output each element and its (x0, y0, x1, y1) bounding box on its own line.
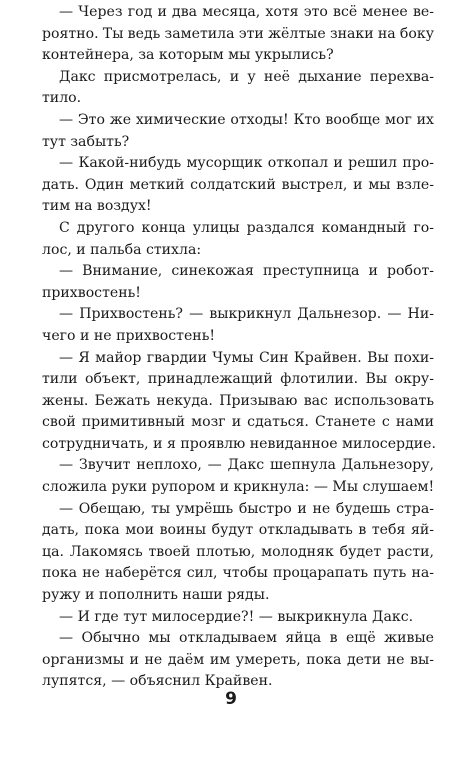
text-line: жены. Бежать некуда. Призываю вас использовать (42, 392, 434, 409)
text-line: ца. Лакомясь твоей плотью, молодняк будет расти, (42, 543, 434, 560)
text-line: прихвостень! (42, 284, 141, 301)
text-line: тим на воздух! (42, 198, 152, 215)
text-line: — Обещаю, ты умрёшь быстро и не будешь стра- (59, 500, 434, 517)
text-line: лос, и пальба стихла: (42, 241, 202, 258)
text-line: дать, пока мои воины будут откладывать в тебя яй- (42, 522, 434, 539)
text-line: контейнера, за которым мы укрылись? (42, 47, 334, 64)
text-line: сложила руки рупором и крикнула: — Мы слушаем! (42, 479, 435, 496)
text-line: лупятся, — объяснил Крайвен. (42, 673, 273, 690)
text-line: чего и не прихвостень! (42, 327, 216, 344)
body-text (42, 2, 434, 693)
text-line: тило. (42, 90, 82, 107)
text-line: сотрудничать, и я проявлю невиданное милосердие. (42, 435, 436, 452)
text-line: тили объект, принадлежащий флотилии. Вы окру- (42, 371, 434, 388)
text-line: — Я майор гвардии Чумы Син Крайвен. Вы похи- (59, 349, 434, 366)
page-number: 9 (225, 689, 237, 709)
text-line: роятно. Ты ведь заметила эти жёлтые знаки на боку (42, 25, 434, 42)
text-line: — Прихвостень? — выкрикнул Дальнезор. — Ни- (59, 306, 434, 323)
text-line: — Через год и два месяца, хотя это всё менее ве- (59, 4, 434, 20)
text-line: Дакс присмотрелась, и у неё дыхание перехва- (59, 68, 434, 85)
text-line: — Внимание, синекожая преступница и робот- (59, 263, 434, 280)
text-line: ружу и пополнить наши ряды. (42, 587, 270, 604)
text-line: — Обычно мы откладываем яйца в ещё живые (59, 630, 434, 647)
text-line: — И где тут милосердие?! — выкрикнула Дакс. (59, 608, 414, 625)
text-line: тут забыть? (42, 133, 130, 150)
text-line: — Звучит неплохо, — Дакс шепнула Дальнезору, (59, 457, 434, 474)
text-line: С другого конца улицы раздался командный го- (59, 219, 434, 236)
text-line: пока не наберётся сил, чтобы процарапать путь на- (42, 565, 434, 582)
text-line: — Какой-нибудь мусорщик откопал и решил про- (59, 155, 434, 172)
text-line: дать. Один меткий солдатский выстрел, и мы взле- (42, 176, 434, 193)
text-line: организмы и не даём им умереть, пока дети не вы- (42, 651, 434, 668)
text-line: свой примитивный мозг и сдаться. Станете с нами (42, 414, 434, 431)
text-line: — Это же химические отходы! Кто вообще мог их (59, 111, 434, 128)
